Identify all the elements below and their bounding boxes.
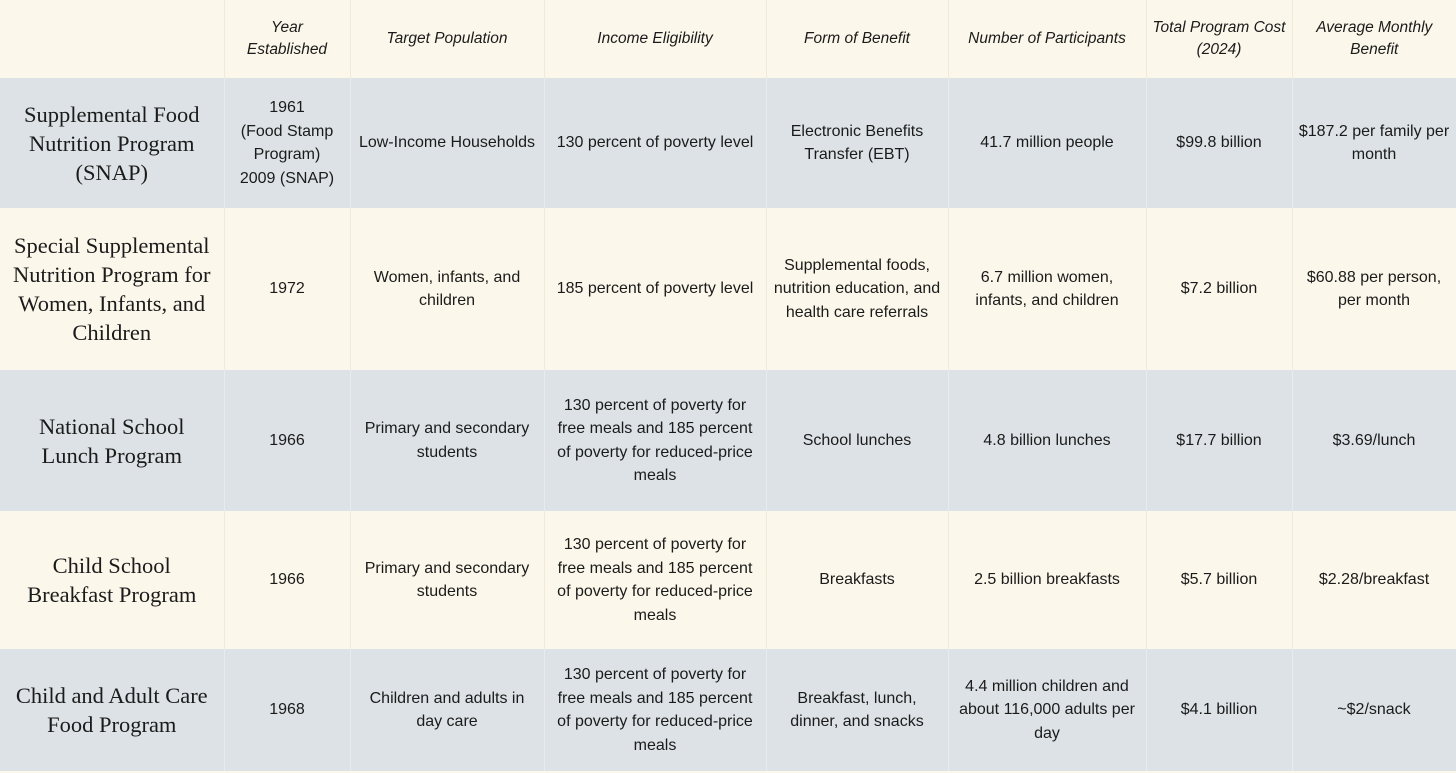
table-row (0, 511, 1456, 649)
header-form-of-benefit: Form of Benefit (766, 0, 948, 78)
year-established: 1968 (224, 649, 350, 771)
year-established: 1966 (224, 370, 350, 511)
income-eligibility: 130 percent of poverty for free meals and 185 percent of poverty for reduced-price meals (544, 370, 766, 511)
header-row (0, 0, 1456, 78)
year-established: 1966 (224, 511, 350, 649)
income-eligibility: 185 percent of poverty level (544, 208, 766, 370)
total-program-cost: $5.7 billion (1146, 511, 1292, 649)
number-of-participants: 2.5 billion breakfasts (948, 511, 1146, 649)
average-monthly-benefit: $60.88 per person, per month (1292, 208, 1456, 370)
target-population: Children and adults in day care (350, 649, 544, 771)
number-of-participants: 4.8 billion lunches (948, 370, 1146, 511)
income-eligibility: 130 percent of poverty for free meals and 185 percent of poverty for reduced-price meals (544, 649, 766, 771)
program-name: Child School Breakfast Program (0, 511, 224, 649)
number-of-participants: 41.7 million people (948, 78, 1146, 208)
program-name: Child and Adult Care Food Program (0, 649, 224, 771)
header-total-program-cost: Total Program Cost (2024) (1146, 0, 1292, 78)
income-eligibility: 130 percent of poverty level (544, 78, 766, 208)
header-year-established: Year Established (224, 0, 350, 78)
number-of-participants: 6.7 million women, infants, and children (948, 208, 1146, 370)
program-name: Supplemental Food Nutrition Program (SNAP) (0, 78, 224, 208)
target-population: Primary and secondary students (350, 370, 544, 511)
average-monthly-benefit: $187.2 per family per month (1292, 78, 1456, 208)
form-of-benefit: Supplemental foods, nutrition education, and health care referrals (766, 208, 948, 370)
total-program-cost: $4.1 billion (1146, 649, 1292, 771)
year-established: 1961 (Food Stamp Program) 2009 (SNAP) (224, 78, 350, 208)
total-program-cost: $99.8 billion (1146, 78, 1292, 208)
table-row (0, 208, 1456, 370)
program-name: Special Supplemental Nutrition Program for Women, Infants, and Children (0, 208, 224, 370)
form-of-benefit: Breakfast, lunch, dinner, and snacks (766, 649, 948, 771)
number-of-participants: 4.4 million children and about 116,000 adults per day (948, 649, 1146, 771)
header-number-of-participants: Number of Participants (948, 0, 1146, 78)
target-population: Primary and secondary students (350, 511, 544, 649)
table-row (0, 78, 1456, 208)
average-monthly-benefit: ~$2/snack (1292, 649, 1456, 771)
year-established: 1972 (224, 208, 350, 370)
target-population: Low-Income Households (350, 78, 544, 208)
target-population: Women, infants, and children (350, 208, 544, 370)
table-row (0, 649, 1456, 771)
total-program-cost: $7.2 billion (1146, 208, 1292, 370)
average-monthly-benefit: $2.28/breakfast (1292, 511, 1456, 649)
table-row (0, 370, 1456, 511)
income-eligibility: 130 percent of poverty for free meals and 185 percent of poverty for reduced-price meals (544, 511, 766, 649)
header-average-monthly-benefit: Average Monthly Benefit (1316, 19, 1433, 58)
header-target-population: Target Population (350, 0, 544, 78)
header-income-eligibility: Income Eligibility (544, 0, 766, 78)
form-of-benefit: Breakfasts (766, 511, 948, 649)
header-program (0, 0, 224, 78)
form-of-benefit: Electronic Benefits Transfer (EBT) (766, 78, 948, 208)
form-of-benefit: School lunches (766, 370, 948, 511)
program-name: National School Lunch Program (0, 370, 224, 511)
average-monthly-benefit: $3.69/lunch (1292, 370, 1456, 511)
total-program-cost: $17.7 billion (1146, 370, 1292, 511)
